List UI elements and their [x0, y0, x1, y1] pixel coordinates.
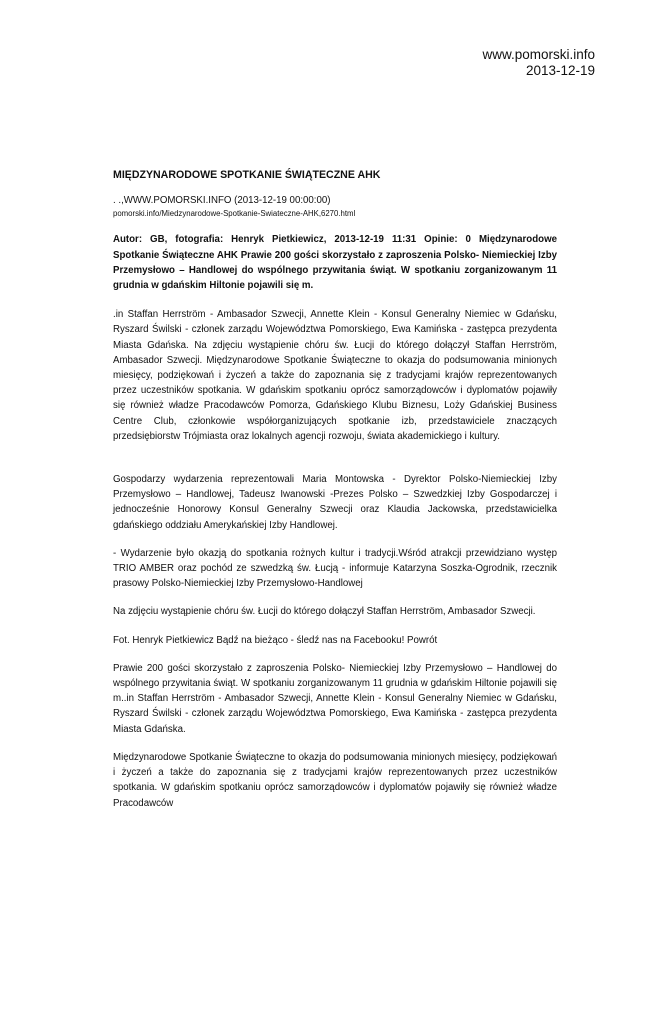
article-url: pomorski.info/Miedzynarodowe-Spotkanie-Swiateczne-AHK,6270.html: [113, 209, 356, 219]
article-source: . .,WWW.POMORSKI.INFO (2013-12-19 00:00:00): [113, 195, 331, 207]
page-header: [482, 47, 595, 79]
site-name: www.pomorski.info: [482, 47, 595, 62]
header-date: 2013-12-19: [525, 63, 595, 78]
article-lead: Autor: GB, fotografia: Henryk Pietkiewicz, 2013-12-19 11:31 Opinie: 0 Międzynarodowe Spotkanie Świąteczne AHK Prawie 200 gości skorzystało z zaproszenia Polsko- Niemieckiej Izby Przemysłowo – Handlowej do wspólnego przywitania świąt. W spotkaniu zorganizowanym 11 grudnia w gdańskim Hiltonie pojawili się m.: [113, 234, 557, 292]
article-paragraph-3: - Wydarzenie było okazją do spotkania rożnych kultur i tradycji.Wśród atrakcji przewidziano występ TRIO AMBER oraz pochód ze szwedzką św. Łucją - informuje Katarzyna Soszka-Ogrodnik, rzecznik prasowy Polsko-Niemieckiej Izby Przemysłowo-Handlowej: [113, 547, 557, 590]
article-paragraph-2: Gospodarzy wydarzenia reprezentowali Maria Montowska - Dyrektor Polsko-Niemieckiej Izby Przemysłowo – Handlowej, Tadeusz Iwanowski -Prezes Polsko – Szwedzkiej Izby Gospodarczej i jednocześnie Honorowy Konsul Generalny Szwecji oraz Klaudia Jackowska, przedstawicielka gdańskiego oddziału Amerykańskiej Izby Handlowej.: [113, 474, 557, 531]
article-title: MIĘDZYNARODOWE SPOTKANIE ŚWIĄTECZNE AHK: [113, 169, 381, 181]
article-paragraph-6: Prawie 200 gości skorzystało z zaproszenia Polsko- Niemieckiej Izby Przemysłowo – Handlowej do wspólnego przywitania świąt. W spotkaniu zorganizowanym 11 grudnia w gdańskim Hiltonie pojawili się m..in Staffan Herrström - Ambasador Szwecji, Annette Klein - Konsul Generalny Niemiec w Gdańsku, Ryszard Świlski - członek zarządu Województwa Pomorskiego, Ewa Kamińska - zastępca prezydenta Miasta Gdańska.: [113, 662, 557, 735]
article-paragraph-4: Na zdjęciu wystąpienie chóru św. Łucji do którego dołączył Staffan Herrström, Ambasador Szwecji.: [113, 606, 536, 618]
article: [113, 168, 557, 824]
article-paragraph-5: Fot. Henryk Pietkiewicz Bądź na bieżąco - śledź nas na Facebooku! Powrót: [113, 634, 438, 646]
article-paragraph-7: Międzynarodowe Spotkanie Świąteczne to okazja do podsumowania minionych miesięcy, podziękowań i życzeń a także do zapoznania się z tradycjami krajów reprezentowanych przez uczestników spotkania. W gdańskim spotkaniu oprócz samorządowców i dyplomatów pojawiły się również władze Pracodawców: [113, 751, 557, 809]
article-paragraph-1: .in Staffan Herrström - Ambasador Szwecji, Annette Klein - Konsul Generalny Niemiec w Gdańsku, Ryszard Świlski - członek zarządu Województwa Pomorskiego, Ewa Kamińska - zastępca prezydenta Miasta Gdańska. Na zdjęciu wystąpienie chóru św. Łucji do którego dołączył Staffan Herrström, Ambasador Szwecji. Międzynarodowe Spotkanie Świąteczne to okazja do podsumowania minionych miesięcy, podziękowań i życzeń a także do zapoznania się z tradycjami krajów reprezentowanych przez uczestników spotkania. W gdańskim spotkaniu oprócz samorządowców i dyplomatów pojawiły się również władze Pracodawców Pomorza, Gdańskiego Klubu Biznesu, Loży Gdańskiej Business Centre Club, członkowie współorganizujących spotkanie izb, przedstawiciele znaczących przedsiębiorstw Trójmiasta oraz lokalnych agencji rozwoju, świata akademickiego i kultury.: [113, 309, 557, 442]
